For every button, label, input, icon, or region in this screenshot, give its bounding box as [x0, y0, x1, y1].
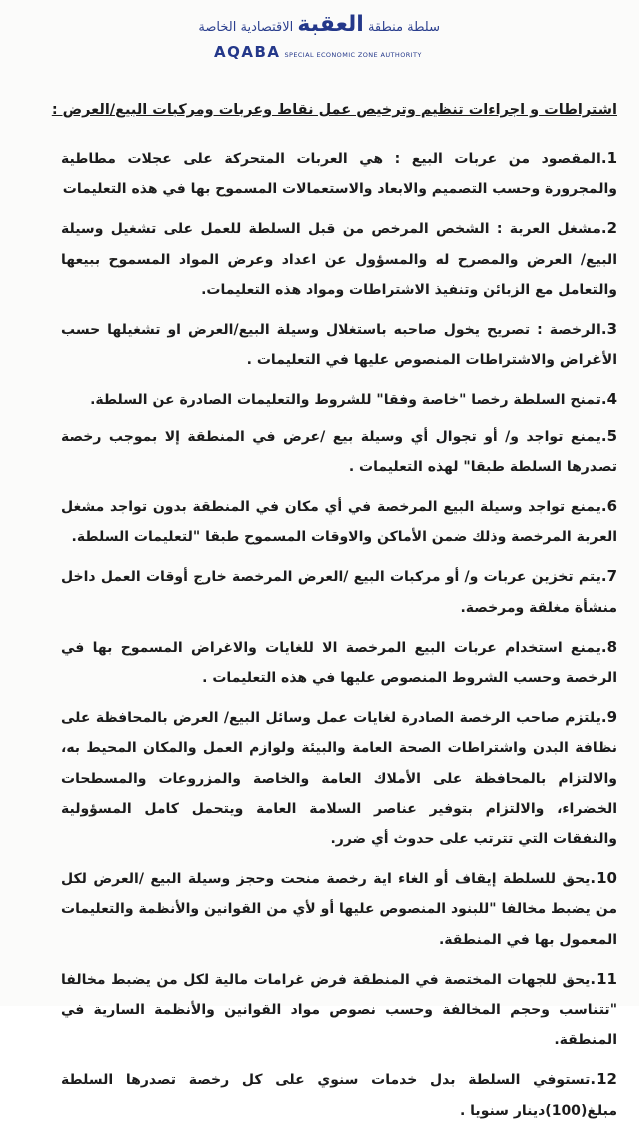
condition-item [61, 863, 617, 955]
condition-text: يمنع تواجد وسيلة البيع المرخصة في أي مكان في المنطقة بدون تواجد مشغل العربة المرخصة وذلك ضمن الأماكن والاوقات المسموح طبقا "لتعليمات السلطة. [61, 499, 617, 546]
condition-text: تستوفي السلطة بدل خدمات سنوي على كل رخصة تصدرها السلطة مبلغ(100)دينار سنويا . [61, 1072, 617, 1119]
condition-text: يمنع استخدام عربات البيع المرخصة الا للغايات والاغراض المسموح بها في الرخصة وحسب الشروط المنصوص عليها في هذه التعليمات . [61, 639, 617, 687]
condition-number: 11. [590, 969, 617, 988]
logo-english-sub: SPECIAL ECONOMIC ZONE AUTHORITY [284, 51, 422, 59]
logo-arabic-prefix: سلطة منطقة [367, 20, 440, 35]
condition-number: 2. [600, 219, 617, 238]
condition-number: 5. [600, 426, 617, 445]
condition-number: 6. [600, 497, 617, 516]
condition-number: 10. [590, 869, 617, 888]
logo-arabic-suffix: الاقتصادية الخاصة [198, 20, 294, 35]
condition-item [61, 143, 617, 204]
logo-arabic-main: العقبة [297, 12, 364, 37]
condition-number: 7. [600, 567, 617, 586]
condition-item [61, 964, 617, 1056]
condition-item [61, 702, 617, 854]
condition-item [61, 561, 617, 622]
condition-number: 4. [600, 390, 617, 409]
condition-number: 1. [600, 149, 617, 167]
conditions-list [61, 143, 617, 1135]
condition-number: 8. [600, 637, 617, 656]
condition-text: المقصود من عربات البيع : هي العربات المتحركة على عجلات مطاطية والمجرورة وحسب التصميم والابعاد والاستعمالات المسموح بها في هذه التعليمات [61, 151, 617, 198]
condition-number: 12. [590, 1070, 617, 1089]
logo-english-main: AQABA [214, 43, 281, 61]
condition-text: يمنع تواجد و/ أو تجوال أي وسيلة بيع /عرض في المنطقة إلا بموجب رخصة تصدرها السلطة طبقا" لهذه التعليمات . [61, 428, 617, 475]
condition-text: مشغل العربة : الشخص المرخص من قبل السلطة للعمل على تشغيل وسيلة البيع/ العرض والمصرح له والمسؤول عن اعداد وعرض المواد المسموح ببيعها والتعامل مع الزبائن وتنفيذ الاشتراطات ومواد هذه التعليمات. [61, 221, 617, 298]
condition-item [61, 632, 617, 693]
condition-item [61, 1064, 617, 1125]
document-title: اشتراطات و اجراءات تنظيم وترخيص عمل نقاط وعربات ومركبات البيع/العرض : [51, 102, 617, 118]
condition-text: يلتزم صاحب الرخصة الصادرة لغايات عمل وسائل البيع/ العرض بالمحافظة على نظافة البدن واشتراطات الصحة العامة والبيئة ولوازم العمل والمكان المحيط به، والالتزام بالمحافظة على الأملاك العامة والخاصة والمزروعات والمسطحات الخضراء، والالتزام بتوفير عناصر السلامة العامة ويتحمل كامل المسؤولية والنفقات التي تترتب على حدوث أي ضرر. [61, 710, 617, 848]
condition-text: تمنح السلطة رخصا "خاصة وفقا" للشروط والتعليمات الصادرة عن السلطة. [90, 392, 601, 409]
condition-item [61, 213, 617, 305]
condition-number: 3. [600, 320, 617, 339]
condition-item [61, 314, 617, 375]
condition-text: يحق للسلطة إيقاف أو الغاء اية رخصة منحت وحجز وسيلة البيع /العرض لكل من يضبط مخالفا "للبنود المنصوص عليها أو لأي من القوانين والأنظمة والتعليمات المعمول بها في المنطقة. [61, 871, 617, 948]
condition-text: يحق للجهات المختصة في المنطقة فرض غرامات مالية لكل من يضبط مخالفا "تتناسب وحجم المخالفة وحسب نصوص مواد القوانين والأنظمة السارية في المنطقة. [61, 971, 617, 1049]
condition-text: الرخصة : تصريح يخول صاحبه باستغلال وسيلة البيع/العرض او تشغيلها حسب الأغراض والاشتراطات المنصوص عليها في التعليمات . [61, 322, 617, 369]
condition-item [61, 421, 617, 482]
logo-english-text [214, 42, 422, 61]
condition-item [61, 384, 617, 415]
aqaba-logo [200, 12, 440, 60]
condition-number: 9. [600, 708, 617, 727]
condition-item [61, 491, 617, 552]
condition-text: يتم تخزين عربات و/ أو مركبات البيع /العرض المرخصة خارج أوقات العمل داخل منشأة مغلقة ومرخصة. [61, 569, 617, 616]
logo-arabic-text [198, 12, 440, 37]
